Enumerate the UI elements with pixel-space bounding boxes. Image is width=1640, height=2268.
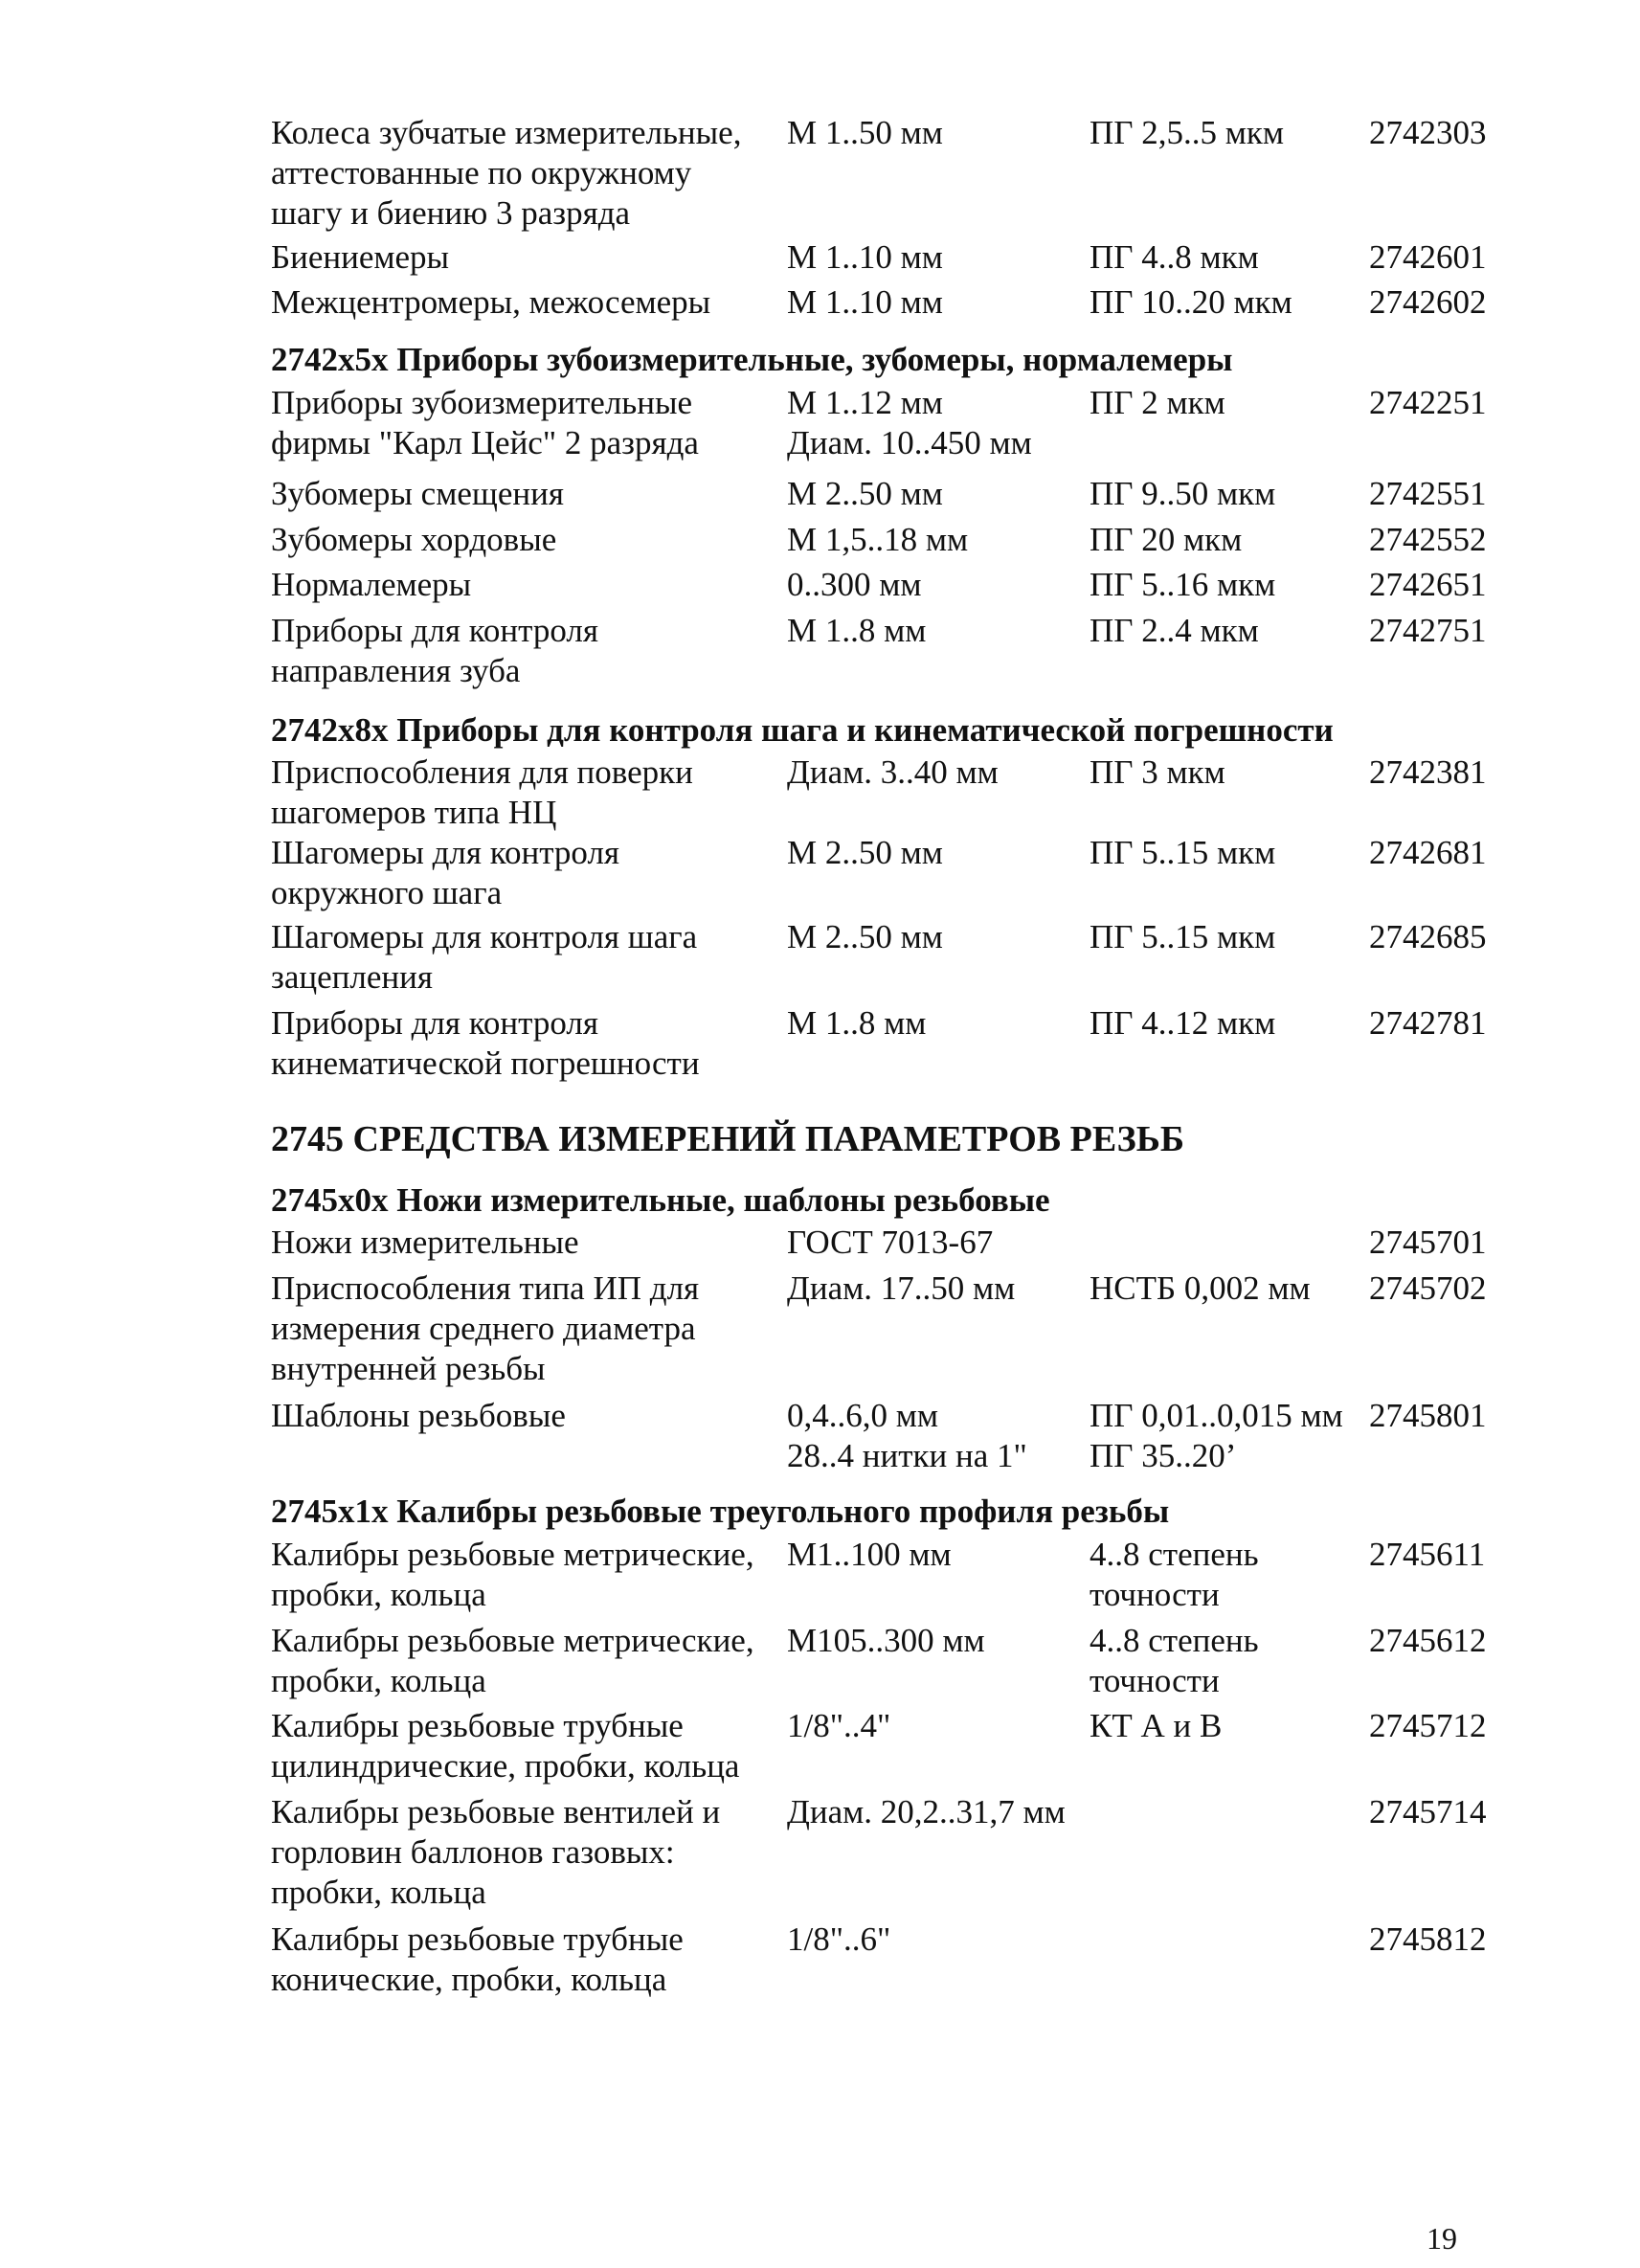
measurement-range: М 2..50 мм <box>787 834 943 871</box>
item-code: 2742602 <box>1369 283 1487 321</box>
measurement-range: М 2..50 мм <box>787 475 943 512</box>
accuracy: 4..8 степень точности <box>1090 1622 1259 1699</box>
accuracy: ПГ 5..15 мкм <box>1090 834 1276 871</box>
item-name: Калибры резьбовые метрические, пробки, кольца <box>271 1536 754 1613</box>
measurement-range: М 1..8 мм <box>787 1004 927 1042</box>
item-name: Приспособления типа ИП для измерения среднего диаметра внутренней резьбы <box>271 1269 700 1387</box>
item-code: 2742552 <box>1369 521 1487 558</box>
section-heading: 2745 СРЕДСТВА ИЗМЕРЕНИЙ ПАРАМЕТРОВ РЕЗЬБ <box>271 1119 1184 1159</box>
item-code: 2742601 <box>1369 238 1487 276</box>
measurement-range: М 2..50 мм <box>787 918 943 955</box>
item-name: Шагомеры для контроля шага зацепления <box>271 918 698 996</box>
measurement-range: М 1..10 мм <box>787 283 943 321</box>
measurement-range: М1..100 мм <box>787 1536 952 1573</box>
item-name: Межцентромеры, межосемеры <box>271 283 711 321</box>
accuracy: ПГ 4..12 мкм <box>1090 1004 1276 1042</box>
measurement-range: М 1..8 мм <box>787 612 927 649</box>
subsection-heading: 2742х5х Приборы зубоизмерительные, зубомеры, нормалемеры <box>271 341 1233 378</box>
measurement-range: М105..300 мм <box>787 1622 985 1659</box>
accuracy: ПГ 9..50 мкм <box>1090 475 1276 512</box>
item-name: Приборы зубоизмерительные фирмы "Карл Цейс" 2 разряда <box>271 384 699 461</box>
accuracy: ПГ 20 мкм <box>1090 521 1243 558</box>
accuracy: ПГ 2 мкм <box>1090 384 1225 421</box>
item-code: 2742251 <box>1369 384 1487 421</box>
accuracy: КТ А и В <box>1090 1707 1223 1744</box>
item-code: 2745801 <box>1369 1397 1487 1434</box>
measurement-range: ГОСТ 7013-67 <box>787 1224 994 1261</box>
accuracy: ПГ 2,5..5 мкм <box>1090 114 1285 151</box>
subsection-heading: 2745х1х Калибры резьбовые треугольного профиля резьбы <box>271 1493 1170 1530</box>
item-code: 2742381 <box>1369 753 1487 791</box>
item-name: Биениемеры <box>271 238 450 276</box>
item-name: Калибры резьбовые метрические, пробки, кольца <box>271 1622 754 1699</box>
item-name: Ножи измерительные <box>271 1224 579 1261</box>
item-name: Приборы для контроля направления зуба <box>271 612 598 689</box>
item-code: 2742303 <box>1369 114 1487 151</box>
item-name: Калибры резьбовые трубные цилиндрические, пробки, кольца <box>271 1707 740 1785</box>
item-name: Калибры резьбовые трубные конические, пробки, кольца <box>271 1920 684 1998</box>
measurement-range: Диам. 3..40 мм <box>787 753 999 791</box>
item-code: 2742551 <box>1369 475 1487 512</box>
item-code: 2745702 <box>1369 1269 1487 1307</box>
item-name: Приборы для контроля кинематической погрешности <box>271 1004 700 1082</box>
item-name: Калибры резьбовые вентилей и горловин баллонов газовых: пробки, кольца <box>271 1793 721 1911</box>
measurement-range: М 1..10 мм <box>787 238 943 276</box>
item-name: Зубомеры хордовые <box>271 521 557 558</box>
accuracy: ПГ 4..8 мкм <box>1090 238 1259 276</box>
measurement-range: 0..300 мм <box>787 566 922 603</box>
measurement-range: 0,4..6,0 мм 28..4 нитки на 1" <box>787 1397 1027 1474</box>
measurement-range: 1/8"..4" <box>787 1707 891 1744</box>
item-code: 2745701 <box>1369 1224 1487 1261</box>
item-name: Шагомеры для контроля окружного шага <box>271 834 620 911</box>
accuracy: ПГ 3 мкм <box>1090 753 1225 791</box>
item-code: 2745612 <box>1369 1622 1487 1659</box>
item-code: 2742685 <box>1369 918 1487 955</box>
item-code: 2745812 <box>1369 1920 1487 1958</box>
item-name: Зубомеры смещения <box>271 475 564 512</box>
page-number: 19 <box>1427 2221 1457 2256</box>
accuracy: 4..8 степень точности <box>1090 1536 1259 1613</box>
accuracy: ПГ 5..15 мкм <box>1090 918 1276 955</box>
accuracy: ПГ 5..16 мкм <box>1090 566 1276 603</box>
measurement-range: Диам. 20,2..31,7 мм <box>787 1793 1066 1830</box>
subsection-heading: 2742х8х Приборы для контроля шага и кинематической погрешности <box>271 711 1334 749</box>
measurement-range: М 1..50 мм <box>787 114 943 151</box>
item-name: Шаблоны резьбовые <box>271 1397 566 1434</box>
item-code: 2745714 <box>1369 1793 1487 1830</box>
accuracy: ПГ 0,01..0,015 мм ПГ 35..20’ <box>1090 1397 1343 1474</box>
item-code: 2742681 <box>1369 834 1487 871</box>
item-code: 2742751 <box>1369 612 1487 649</box>
accuracy: НСТБ 0,002 мм <box>1090 1269 1311 1307</box>
measurement-range: Диам. 17..50 мм <box>787 1269 1016 1307</box>
item-name: Колеса зубчатые измерительные, аттестованные по окружному шагу и биению 3 разряда <box>271 114 742 232</box>
item-code: 2742781 <box>1369 1004 1487 1042</box>
accuracy: ПГ 2..4 мкм <box>1090 612 1259 649</box>
item-name: Нормалемеры <box>271 566 472 603</box>
measurement-range: М 1..12 мм Диам. 10..450 мм <box>787 384 1032 461</box>
measurement-range: М 1,5..18 мм <box>787 521 969 558</box>
measurement-range: 1/8"..6" <box>787 1920 891 1958</box>
accuracy: ПГ 10..20 мкм <box>1090 283 1292 321</box>
subsection-heading: 2745х0х Ножи измерительные, шаблоны резьбовые <box>271 1181 1050 1219</box>
item-code: 2742651 <box>1369 566 1487 603</box>
item-code: 2745611 <box>1369 1536 1486 1573</box>
item-code: 2745712 <box>1369 1707 1487 1744</box>
item-name: Приспособления для поверки шагомеров типа НЦ <box>271 753 693 831</box>
